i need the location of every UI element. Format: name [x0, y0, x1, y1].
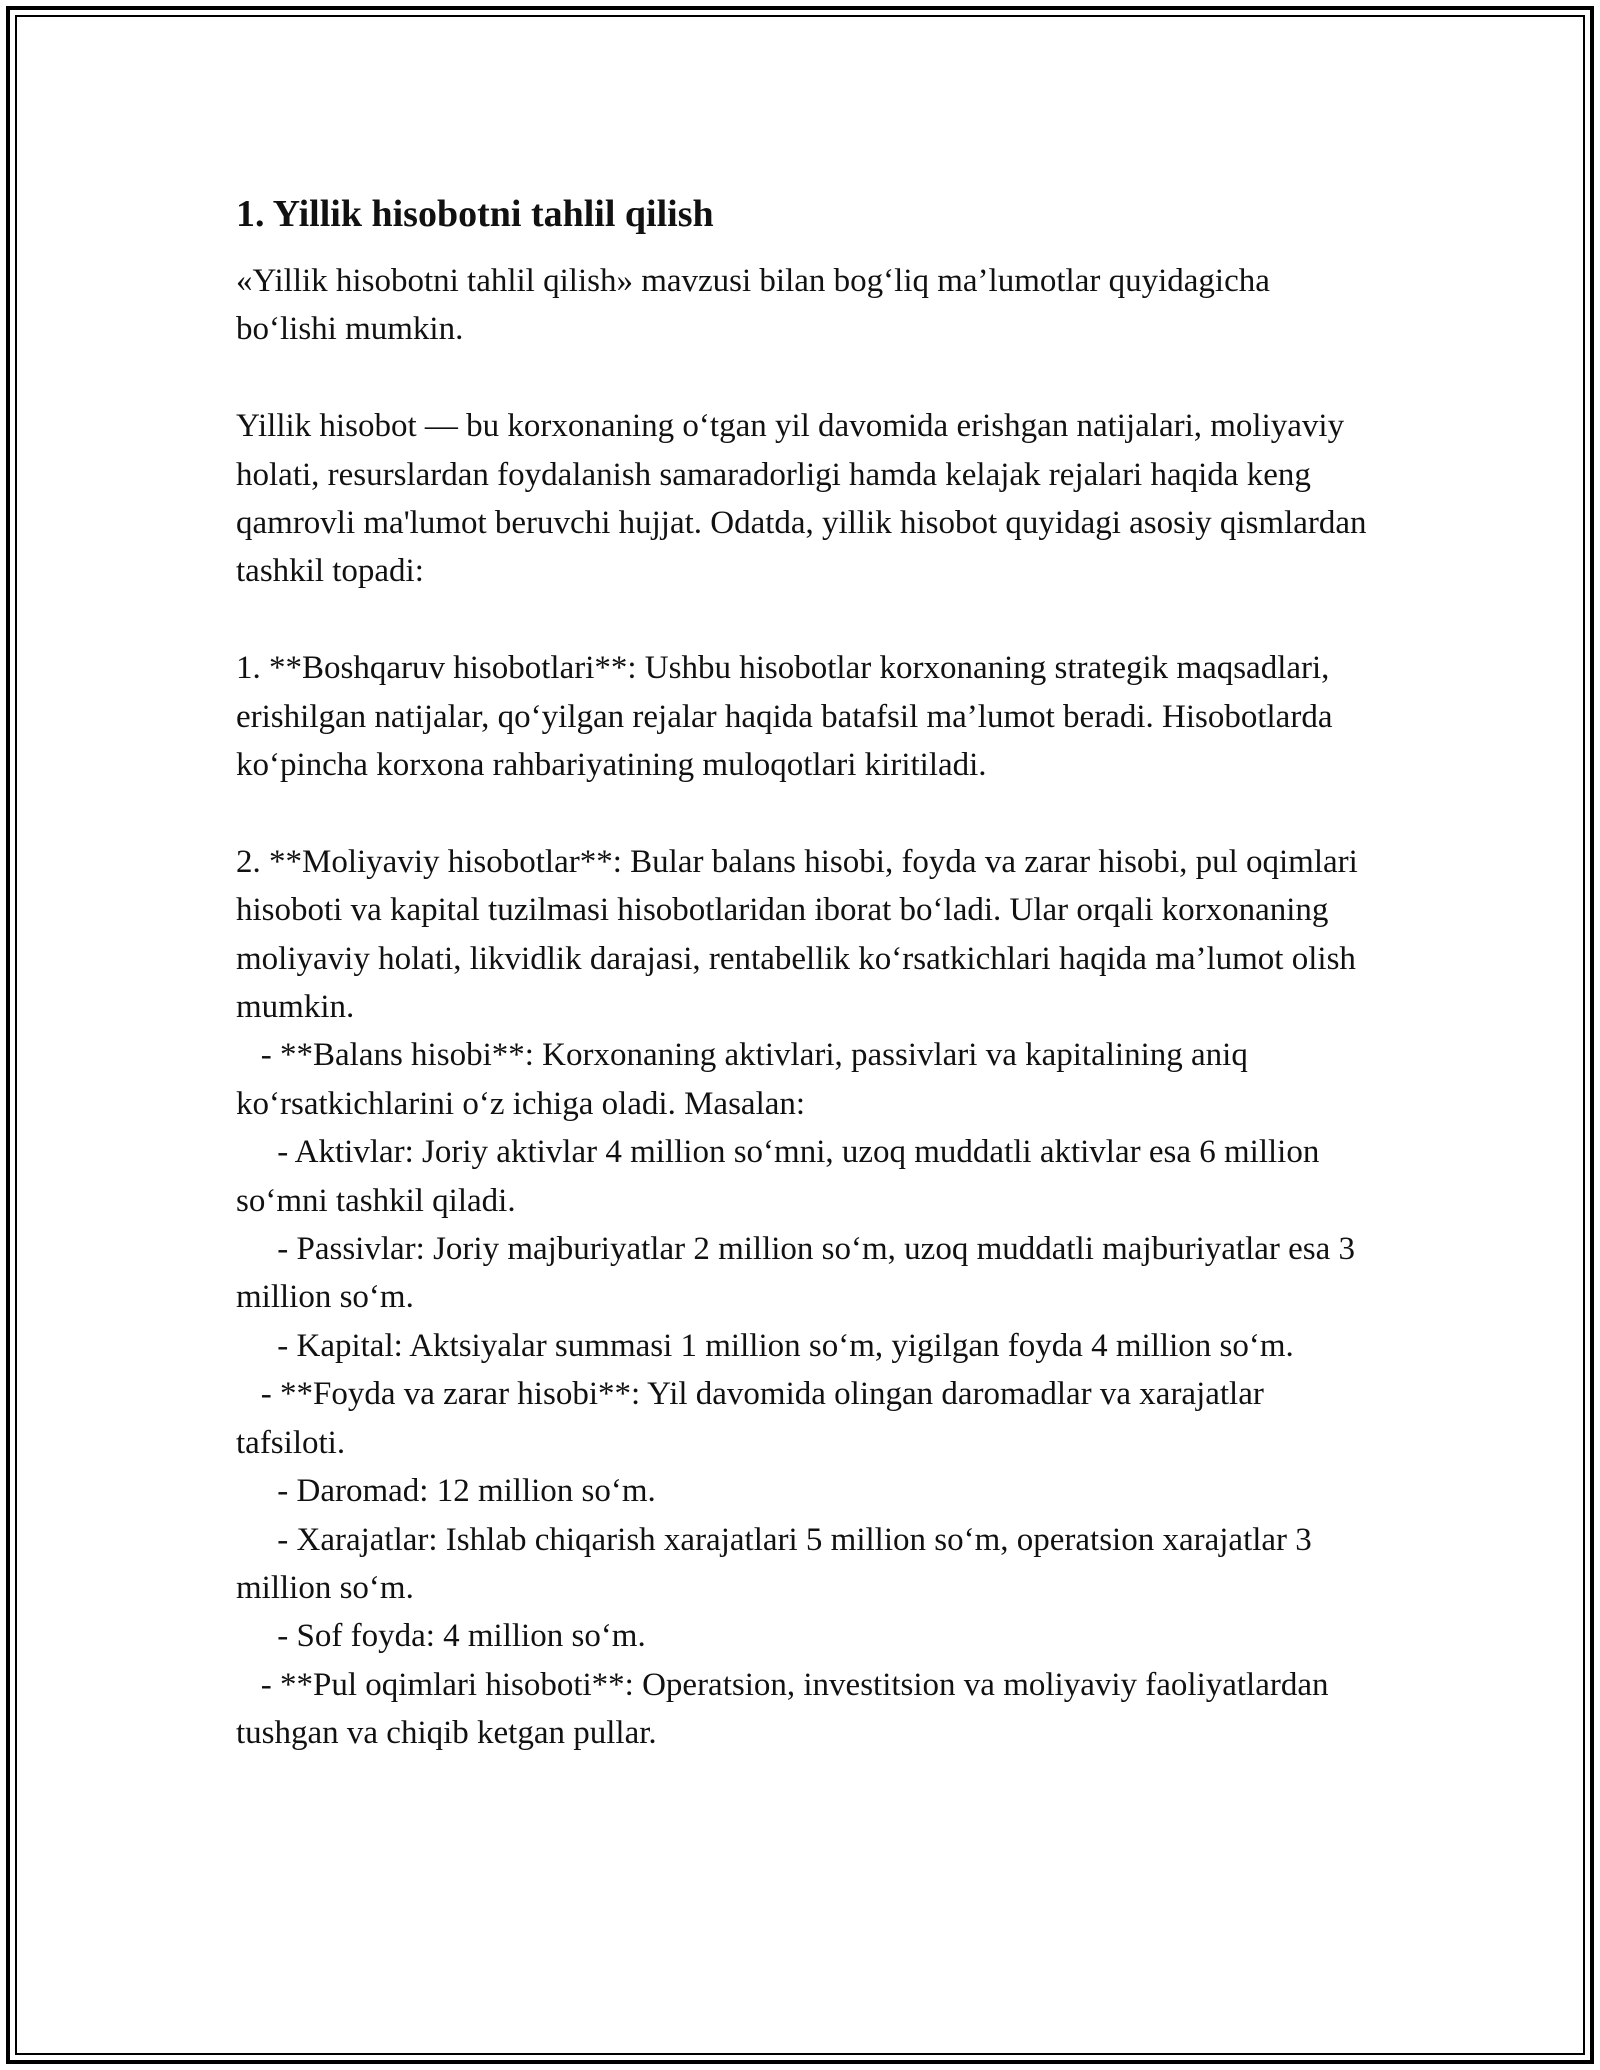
paragraph-gap: [236, 354, 1376, 402]
balance-sheet-heading: - **Balans hisobi**: Korxonaning aktivlari, passivlari va kapitalining aniq ko‘rsatkichlarini o‘z ichiga oladi. Masalan:: [236, 1037, 1257, 1122]
balance-liabilities-item: - Passivlar: Joriy majburiyatlar 2 million so‘m, uzoq muddatli majburiyatlar esa 3 million so‘m.: [236, 1231, 1364, 1316]
balance-assets-item: - Aktivlar: Joriy aktivlar 4 million so‘mni, uzoq muddatli aktivlar esa 6 million so‘mni tashkil qiladi.: [236, 1134, 1328, 1219]
paragraph-gap: [236, 789, 1376, 837]
document-title: 1. Yillik hisobotni tahlil qilish: [236, 193, 714, 235]
profit-loss-net-profit-item: - Sof foyda: 4 million so‘m.: [236, 1618, 646, 1655]
balance-capital-item: - Kapital: Aktsiyalar summasi 1 million so‘m, yigilgan foyda 4 million so‘m.: [236, 1327, 1294, 1364]
profit-loss-revenue-item: - Daromad: 12 million so‘m.: [236, 1473, 656, 1510]
definition-paragraph: Yillik hisobot — bu korxonaning o‘tgan yil davomida erishgan natijalari, moliyaviy holati, resurslardan foydalanish samaradorligi hamda kelajak rejalari haqida keng qamrovli ma'lumot beruvchi hujjat. Odatda, yillik hisobot quyidagi asosiy qismlardan tashkil topadi:: [236, 408, 1375, 590]
document-body: [236, 188, 1376, 1758]
section-financial-reports: 2. **Moliyaviy hisobotlar**: Bular balans hisobi, foyda va zarar hisobi, pul oqimlari hisoboti va kapital tuzilmasi hisobotlaridan iborat bo‘ladi. Ular orqali korxonaning moliyaviy holati, likvidlik darajasi, rentabellik ko‘rsatkichlari haqida ma’lumot olish mumkin.: [236, 843, 1367, 1026]
cash-flow-heading: - **Pul oqimlari hisoboti**: Operatsion, investitsion va moliyaviy faoliyatlardan tushgan va chiqib ketgan pullar.: [236, 1666, 1337, 1752]
intro-paragraph: «Yillik hisobotni tahlil qilish» mavzusi bilan bog‘liq ma’lumotlar quyidagicha bo‘lishi mumkin.: [236, 263, 1279, 348]
section-management-reports: 1. **Boshqaruv hisobotlari**: Ushbu hisobotlar korxonaning strategik maqsadlari, erishilgan natijalar, qo‘yilgan rejalar haqida batafsil ma’lumot beradi. Hisobotlarda ko‘pincha korxona rahbariyatining muloqotlari kiritiladi.: [236, 650, 1341, 784]
paragraph-gap: [236, 596, 1376, 644]
profit-loss-heading: - **Foyda va zarar hisobi**: Yil davomida olingan daromadlar va xarajatlar tafsiloti.: [236, 1376, 1273, 1461]
profit-loss-expenses-item: - Xarajatlar: Ishlab chiqarish xarajatlari 5 million so‘m, operatsion xarajatlar 3 million so‘m.: [236, 1521, 1321, 1606]
